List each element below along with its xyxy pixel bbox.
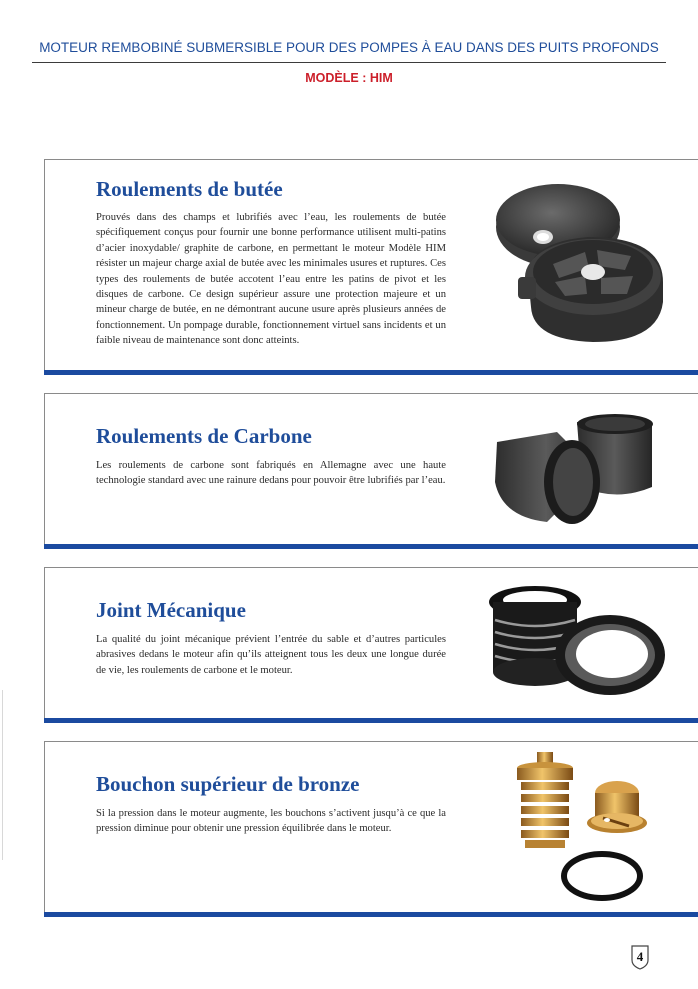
section-text: Les roulements de carbone sont fabriqués en Allemagne avec une haute technologie standard avec une rainure dedans pour pouvoir être lubrifiés par l’eau. xyxy=(96,460,446,487)
carbon-bearing-image xyxy=(487,412,667,532)
section-text: Si la pression dans le moteur augmente, les bouchons s’activent jusqu’à ce que la pression diminue pour obtenir une pression équilibrée dans le moteur. xyxy=(96,808,446,835)
section-mechanical-seal xyxy=(44,567,698,723)
section-title: Bouchon supérieur de bronze xyxy=(96,772,360,796)
section-title: Joint Mécanique xyxy=(96,598,246,622)
section-thrust-bearings xyxy=(44,159,698,375)
section-bottom-bar xyxy=(44,718,698,723)
header-title: MOTEUR REMBOBINÉ SUBMERSIBLE POUR DES POMPES À EAU DANS DES PUITS PROFONDS xyxy=(39,40,659,55)
section-bottom-bar xyxy=(44,544,698,549)
page-number: 4 xyxy=(636,949,644,964)
section-text: La qualité du joint mécanique prévient l’entrée du sable et d’autres particules abrasives dedans le moteur afin qu’ils atteignent tous les deux une longue durée de vie, les roulements de carbone et le moteur. xyxy=(96,634,446,676)
bronze-plug-image xyxy=(507,748,657,908)
model-label: MODÈLE : HIM xyxy=(305,71,393,85)
header-rule xyxy=(32,62,666,63)
section-title: Roulements de butée xyxy=(96,177,283,201)
page-number-badge xyxy=(630,944,650,970)
mechanical-seal-image xyxy=(485,580,670,710)
section-bottom-bar xyxy=(44,370,698,375)
section-carbon-bearings xyxy=(44,393,698,549)
section-bronze-plug xyxy=(44,741,698,917)
thrust-bearing-image xyxy=(493,182,668,347)
left-edge-line xyxy=(2,690,3,860)
section-text: Prouvés dans des champs et lubrifiés avec l’eau, les roulements de butée spécifiquement conçus pour fournir une bonne performance utilisent multi-patins d’acier inoxydable/ graphite de carbone, en permettant le moteur Modèle HIM résister un majeur charge axial de butée avec les minimales usures et ruptures. Ces types des roulements de butée accotent l’eau entre les patins de pivot et les disques de carbone. Ce design supérieur assure une protection majeure et un mineur charge de butée, en ne démontrant aucune usure après plusieurs années de fonctionnement. Un pompage durable, fonctionnement virtuel sans incidents et un faible niveau de maintenance sont donc atteints. xyxy=(96,212,446,347)
section-bottom-bar xyxy=(44,912,698,917)
section-title: Roulements de Carbone xyxy=(96,424,312,448)
